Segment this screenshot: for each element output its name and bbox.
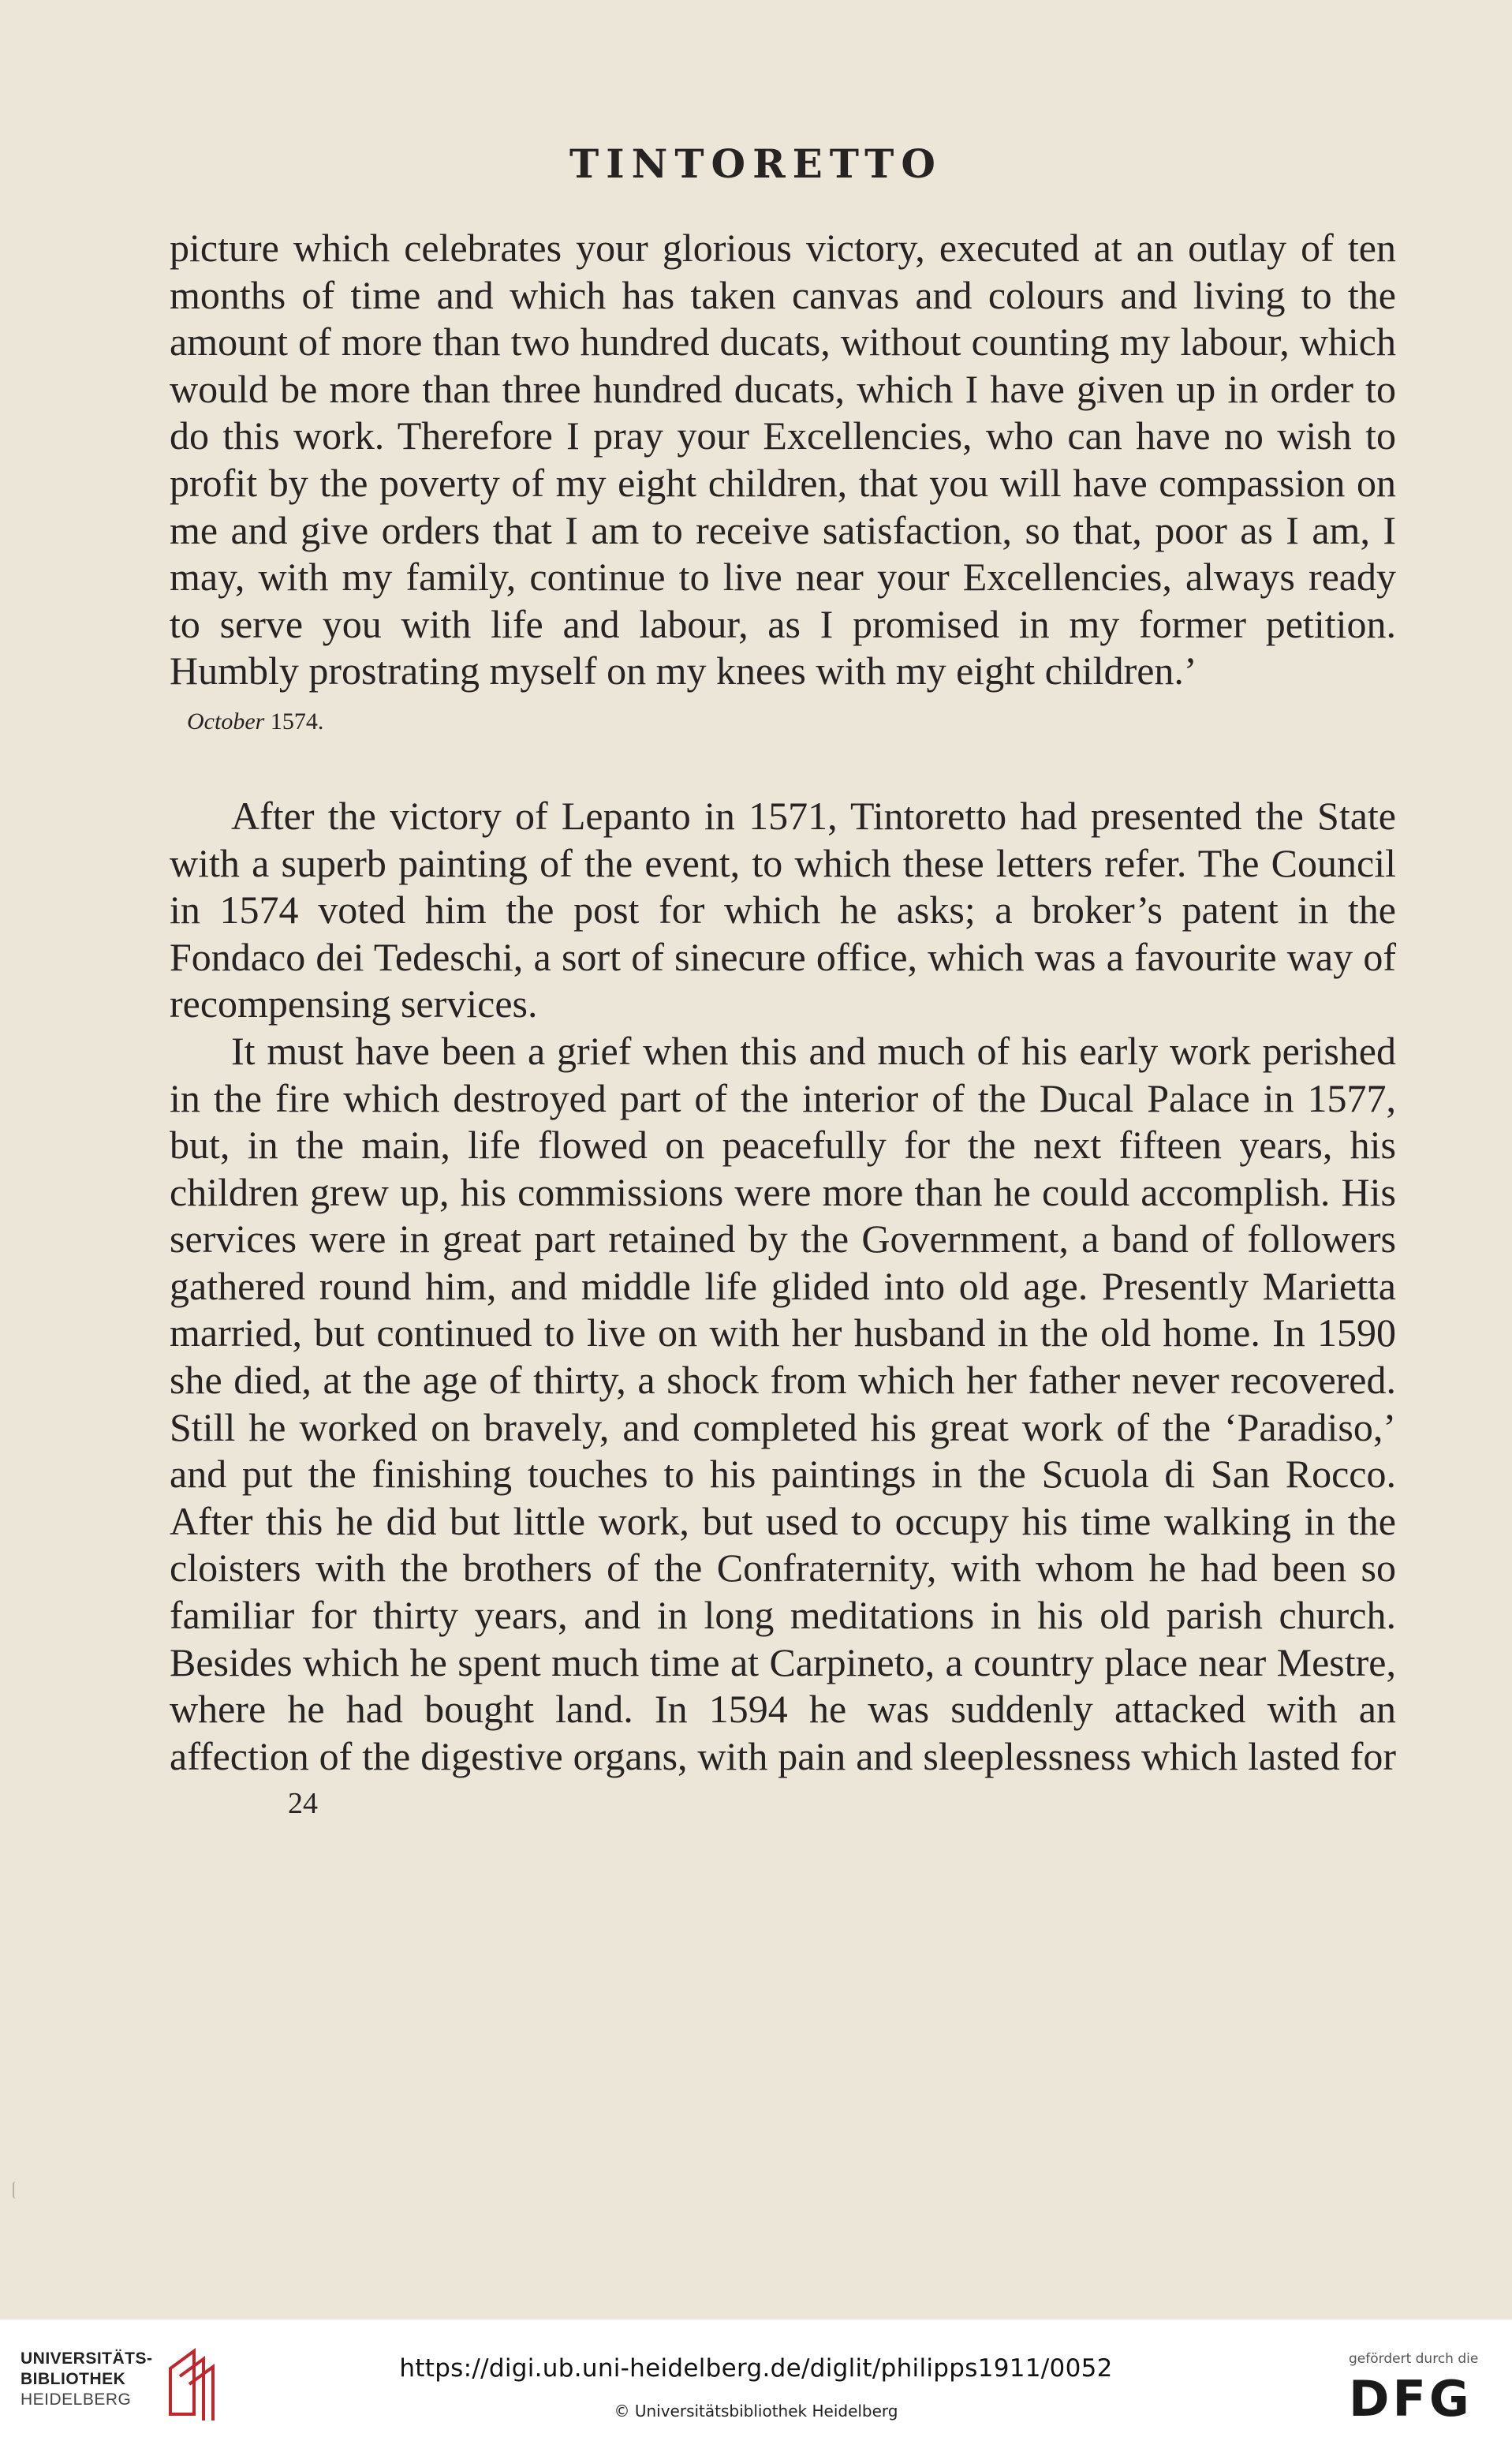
letter-date	[187, 706, 1396, 738]
letter-date-year: 1574.	[270, 708, 324, 735]
body-text	[170, 225, 1396, 1827]
paragraph-later-life: It must have been a grief when this and much of his early work perished in the fire which destroyed part of the interior of the Ducal Palace in 1577, but, in the main, life flowed on peacefully for the next fifteen years, his children grew up, his commissions were more than he could accomplish. His services were in great part retained by the Government, a band of followers gathered round him, and middle life glided into old age. Presently Marietta married, but continued to live on with her husband in the old home. In 1590 she died, at the age of thirty, a shock from which her father never recovered. Still he worked on bravely, and completed his great work of the ‘Paradiso,’ and put the finishing touches to his paintings in the Scuola di San Rocco. After this he did but little work, but used to occupy his time walking in the cloisters with the brothers of the Confraternity, with whom he had been so familiar for thirty years, and in long meditations in his old parish church. Besides which he spent much time at Carpineto, a country place near Mestre, where he had bought land. In 1594 he was suddenly attacked with an affection of the digestive organs, with pain and sleeplessness which lasted for	[170, 1028, 1396, 1778]
letter-date-month: October	[187, 708, 265, 735]
library-name-line-3: HEIDELBERG	[21, 2391, 132, 2409]
paragraph-gap	[170, 738, 1396, 793]
paragraph-lepanto: After the victory of Lepanto in 1571, Tintoretto had presented the State with a superb painting of the event, to which these letters refer. The Council in 1574 voted him the post for which he asks; a broker’s patent in the Fondaco dei Tedeschi, a sort of sinecure office, which was a favourite way of recompensing services.	[170, 793, 1396, 1026]
permalink-url[interactable]: https://digi.ub.uni-heidelberg.de/diglit/philipps1911/0052	[399, 2354, 1113, 2383]
running-head: TINTORETTO	[569, 140, 943, 187]
copyright-notice: © Universitätsbibliothek Heidelberg	[614, 2402, 898, 2420]
page-number: 24	[288, 1787, 318, 1821]
library-name-line-1: UNIVERSITÄTS-	[21, 2349, 153, 2368]
dfg-logo[interactable]: DFG	[1349, 2370, 1473, 2428]
sponsor-caption: gefördert durch die	[1349, 2351, 1479, 2367]
letter-continuation: picture which celebrates your glorious victory, executed at an outlay of ten months of time and which has taken canvas and colours and living to the amount of more than two hundred ducats, without counting my labour, which would be more than three hundred ducats, which I have given up in order to do this work. Therefore I pray your Excellencies, who can have no wish to profit by the poverty of my eight children, that you will have compassion on me and give orders that I am to receive satisfaction, so that, poor as I am, I may, with my family, continue to live near your Excellencies, always ready to serve you with life and labour, as I promised in my former petition. Humbly prostrating myself on my knees with my eight children.’	[170, 226, 1396, 693]
digitization-footer	[0, 2320, 1512, 2441]
margin-pencil-mark	[13, 2181, 19, 2199]
library-name-line-2: BIBLIOTHEK	[21, 2370, 126, 2388]
